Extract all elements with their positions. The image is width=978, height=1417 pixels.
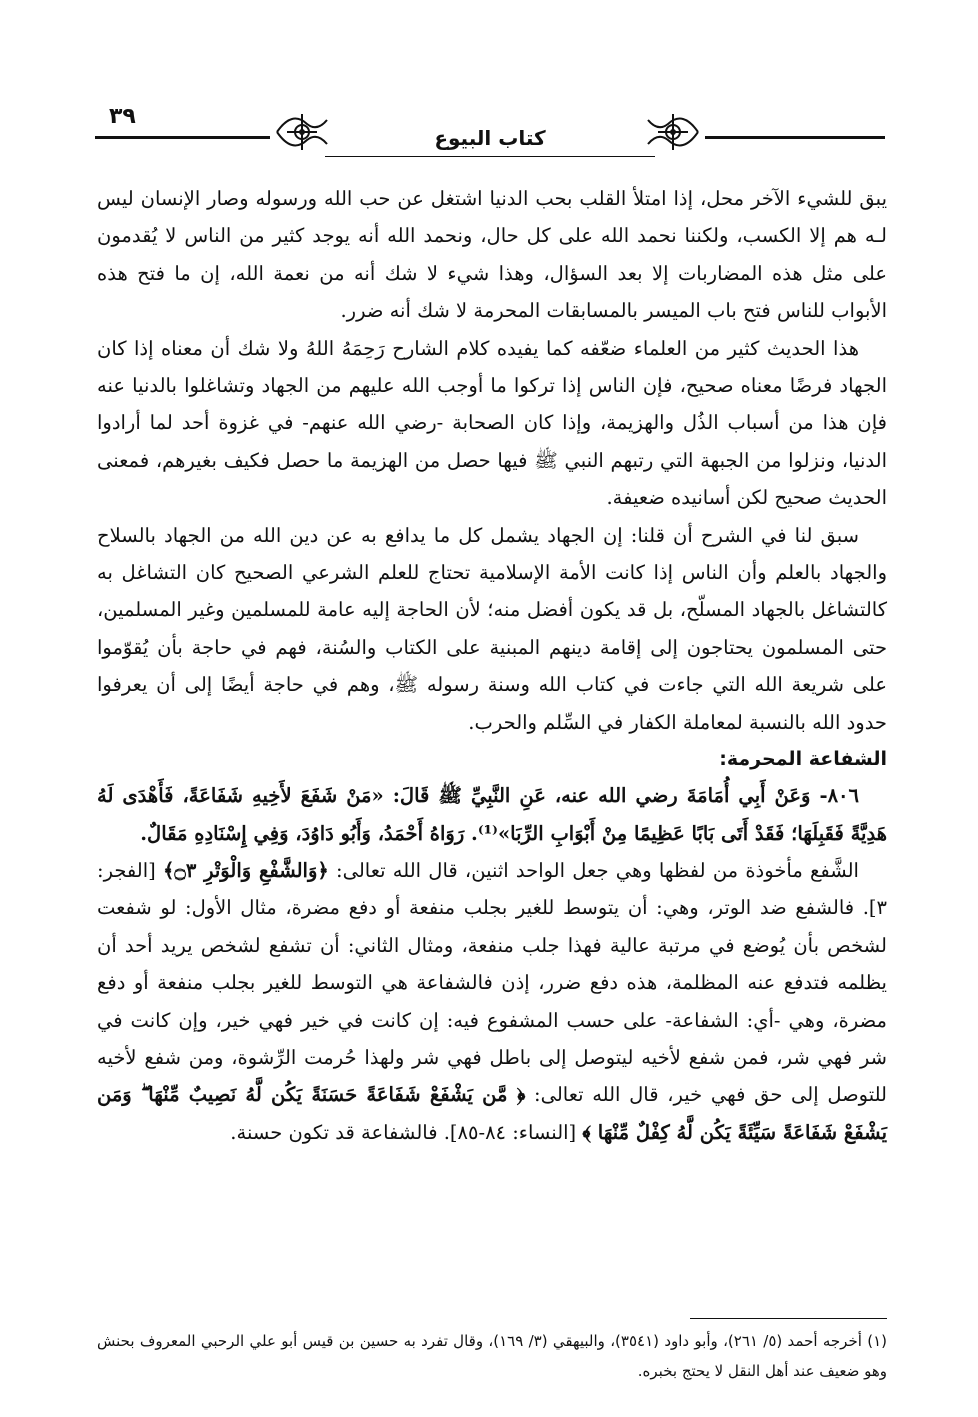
quran-ref-fajr: [الفجر: ٣]. <box>97 858 887 920</box>
paragraph-2: هذا الحديث كثير من العلماء ضعّفه كما يفيده كلام الشارح رَحِمَهُ اللهُ ولا شك أن معناه إذا كان الجهاد فرضًا معناه صحيح، فإن الناس إذا تركوا ما أوجب الله عليهم من الجهاد وتشاغلوا بالدنيا عنه فإن هذا من أسباب الذُل والهزيمة، وإذا كان الصحابة -رضي الله عنهم- في غزوة أحد لما أرادوا الدنيا، ونزلوا من الجبهة التي رتبهم النبي ﷺ فيها حصل من الهزيمة ما حصل فكيف بغيرهم، فمعنى الحديث صحيح لكن أسانيده ضعيفة. <box>97 336 887 510</box>
title-underline <box>325 156 655 157</box>
page-number: ٣٩ <box>109 104 136 129</box>
hadith-806: ٨٠٦- وَعَنْ أَبِي أُمَامَةَ رضي الله عنه، عَنِ النَّبِيِّ ﷺ قَالَ: «مَنْ شَفَعَ لأَخِيهِ شَفَاعَةً، فَأَهْدَى لَهُ هَدِيَّةً فَقَبِلَهَا؛ فَقَدْ أَتَى بَابًا عَظِيمًا مِنْ أَبْوَابِ الرِّبَا»⁽¹⁾. رَوَاهُ أَحْمَدُ، وَأَبُو دَاوُدَ، وَفِي إِسْنَادِهِ مَقَالٌ. <box>97 784 887 845</box>
page-header <box>95 100 885 180</box>
ornament-right-icon <box>638 102 708 162</box>
footnote-1: (١) أخرجه أحمد (٥/ ٢٦١)، وأبو داود (٣٥٤١)، والبيهقي (٣/ ١٦٩)، وقال تفرد به حسين بن قيس أبو علي الرحبي المعروف بحنش وهو ضعيف عند أهل النقل لا يحتج بخبره. <box>97 1332 887 1380</box>
paragraph-3: سبق لنا في الشرح أن قلنا: إن الجهاد يشمل كل ما يدافع به عن دين الله من الجهاد بالسلاح والجهاد بالعلم وأن الناس إذا كانت الأمة الإسلامية تحتاج للعلم الشرعي الصحيح كان التشاغل به كالتشاغل بالجهاد المسلّح، بل قد يكون أفضل منه؛ لأن الحاجة إليه عامة للمسلمين وغير المسلمين، حتى المسلمون يحتاجون إلى إقامة دينهم المبنية على الكتاب والسُنة، فهم في حاجة بأن يُقوّموا على شريعة الله التي جاءت في كتاب الله وسنة رسوله ﷺ، وهم في حاجة أيضًا إلى أن يعرفوا حدود الله بالنسبة لمعاملة الكفار في السِّلم والحرب. <box>97 523 887 734</box>
quran-verse-fajr: ﴿وَالشَّفْعِ وَالْوَتْرِ ۝٣﴾ <box>162 858 329 882</box>
section-heading: الشفاعة المحرمة: <box>719 748 887 771</box>
ornament-left-icon <box>267 102 337 162</box>
paragraph-4 <box>97 852 887 1151</box>
header-rule-right <box>705 136 885 139</box>
quran-ref-nisa: [النساء: ٨٤-٨٥] <box>449 1120 583 1144</box>
paragraph-4-lead: الشَّفع مأخوذة من لفظها وهي جعل الواحد اثنين، قال الله تعالى: <box>328 858 859 882</box>
paragraph-4-end: . فالشفاعة قد تكون حسنة. <box>230 1120 450 1144</box>
paragraph-1: يبق للشيء الآخر محل، إذا امتلأ القلب بحب الدنيا اشتغل عن حب الله ورسوله وصار الإنسان ليس لـه هم إلا الكسب، ولكننا نحمد الله على كل حال، ونحمد الله أنه يوجد كثير من الناس لا يُقدمون على مثل هذه المضاربات إلا بعد السؤال، وهذا شيء لا شك أنه من نعمة الله، إن ما فتح هذه الأبواب للناس فتح باب الميسر بالمسابقات المحرمة لا شك أنه ضرر. <box>97 187 887 323</box>
paragraph-4-body: فالشفع ضد الوتر، وهي: أن يتوسط للغير بجلب منفعة أو دفع مضرة، مثال الأول: لو شفعت لشخص بأن يُوضع في مرتبة عالية فهذا جلب منفعة، ومثال الثاني: أن تشفع لشخص يريد أحد أن يظلمه فتدفع عنه المظلمة، هذه دفع ضرر، إذن فالشفاعة هي التوسط للغير بجلب منفعة أو دفع مضرة، وهي -أي: الشفاعة- على حسب المشفوع فيه: إن كانت في خير فهي خير، وإن كانت في شر فهي شر، فمن شفع لأخيه ليتوصل إلى باطل فهي شر ولهذا حُرمت الرِّشوة، ومن شفع لأخيه للتوصل إلى حق فهي خير، قال الله تعالى: <box>97 896 887 1107</box>
book-title: كتاب البيوع <box>434 126 546 150</box>
footnote-rule <box>690 1318 887 1319</box>
body-text <box>97 180 887 1151</box>
footnote <box>97 1326 887 1386</box>
quran-verse-nisa: ﴿ مَّن يَشْفَعْ شَفَاعَةً حَسَنَةً يَكُن لَّهُ نَصِيبٌ مِّنْهَا ۖ وَمَن يَشْفَعْ شَفَاعَةً سَيِّئَةً يَكُن لَّهُ كِفْلٌ مِّنْهَا ﴾ <box>97 1083 887 1144</box>
header-rule-left <box>95 136 270 139</box>
